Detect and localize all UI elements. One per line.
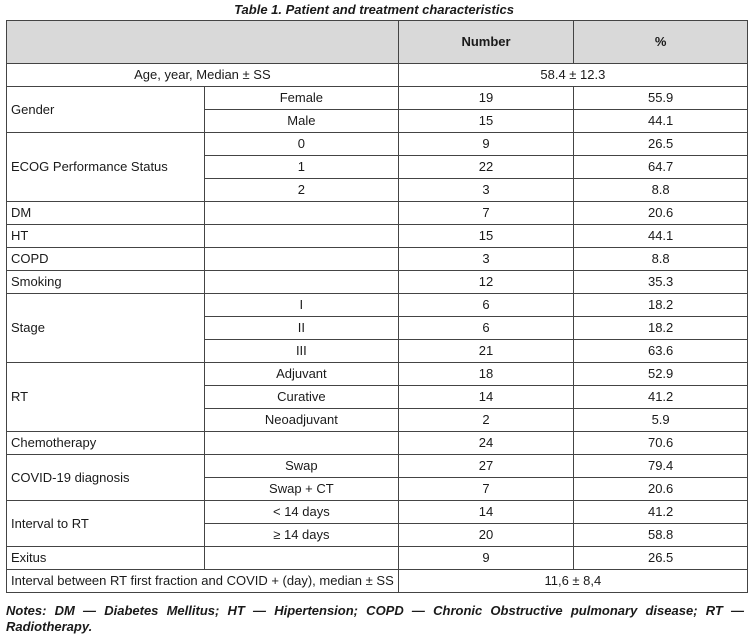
row-sub-label: III (204, 340, 398, 363)
row-sub-label: Swap + CT (204, 478, 398, 501)
row-number: 3 (398, 179, 574, 202)
table-row (7, 547, 748, 570)
table-row (7, 248, 748, 271)
row-number: 22 (398, 156, 574, 179)
row-percent: 8.8 (574, 248, 748, 271)
row-percent: 58.8 (574, 524, 748, 547)
empty-cell (204, 225, 398, 248)
table-row (7, 133, 748, 156)
row-number: 9 (398, 133, 574, 156)
row-number: 15 (398, 225, 574, 248)
interval-covid-label: Interval between RT first fraction and COVID + (day), median ± SS (7, 570, 399, 593)
row-percent: 35.3 (574, 271, 748, 294)
row-percent: 8.8 (574, 179, 748, 202)
row-percent: 26.5 (574, 547, 748, 570)
ht-label: HT (7, 225, 205, 248)
row-sub-label: 0 (204, 133, 398, 156)
table-row (7, 432, 748, 455)
table-row (7, 570, 748, 593)
ecog-label: ECOG Performance Status (7, 133, 205, 202)
stage-label: Stage (7, 294, 205, 363)
row-percent: 70.6 (574, 432, 748, 455)
table-row (7, 271, 748, 294)
row-number: 14 (398, 501, 574, 524)
covid-label: COVID-19 diagnosis (7, 455, 205, 501)
table-row (7, 225, 748, 248)
row-number: 14 (398, 386, 574, 409)
dm-label: DM (7, 202, 205, 225)
row-number: 7 (398, 202, 574, 225)
empty-cell (204, 248, 398, 271)
interval-covid-value: 11,6 ± 8,4 (398, 570, 747, 593)
table-row (7, 87, 748, 110)
row-number: 2 (398, 409, 574, 432)
interval-label: Interval to RT (7, 501, 205, 547)
smoking-label: Smoking (7, 271, 205, 294)
row-sub-label: Curative (204, 386, 398, 409)
row-percent: 64.7 (574, 156, 748, 179)
table-row (7, 202, 748, 225)
empty-cell (204, 271, 398, 294)
characteristics-table (6, 20, 748, 593)
row-percent: 79.4 (574, 455, 748, 478)
exitus-label: Exitus (7, 547, 205, 570)
row-percent: 20.6 (574, 202, 748, 225)
row-number: 21 (398, 340, 574, 363)
table-row (7, 363, 748, 386)
row-sub-label: Male (204, 110, 398, 133)
row-percent: 55.9 (574, 87, 748, 110)
table-row (7, 455, 748, 478)
table-notes: Notes: DM — Diabetes Mellitus; HT — Hipertension; COPD — Chronic Obstructive pulmonary disease; RT — Radiotherapy. (6, 603, 744, 634)
row-percent: 41.2 (574, 386, 748, 409)
rt-label: RT (7, 363, 205, 432)
table-title: Table 1. Patient and treatment characteristics (234, 2, 514, 17)
empty-cell (204, 432, 398, 455)
row-percent: 44.1 (574, 225, 748, 248)
table-row (7, 64, 748, 87)
row-sub-label: < 14 days (204, 501, 398, 524)
table-header-row (7, 21, 748, 64)
row-percent: 26.5 (574, 133, 748, 156)
row-sub-label: ≥ 14 days (204, 524, 398, 547)
table-row (7, 294, 748, 317)
row-sub-label: Neoadjuvant (204, 409, 398, 432)
row-number: 6 (398, 294, 574, 317)
empty-cell (204, 202, 398, 225)
chemotherapy-label: Chemotherapy (7, 432, 205, 455)
row-percent: 5.9 (574, 409, 748, 432)
row-number: 9 (398, 547, 574, 570)
row-percent: 18.2 (574, 294, 748, 317)
row-number: 27 (398, 455, 574, 478)
row-number: 15 (398, 110, 574, 133)
row-number: 20 (398, 524, 574, 547)
row-percent: 44.1 (574, 110, 748, 133)
copd-label: COPD (7, 248, 205, 271)
row-number: 18 (398, 363, 574, 386)
header-number: Number (398, 21, 574, 64)
row-percent: 63.6 (574, 340, 748, 363)
row-percent: 41.2 (574, 501, 748, 524)
age-value: 58.4 ± 12.3 (398, 64, 747, 87)
row-number: 6 (398, 317, 574, 340)
row-number: 19 (398, 87, 574, 110)
header-percent: % (574, 21, 748, 64)
header-blank-cell (7, 21, 399, 64)
gender-label: Gender (7, 87, 205, 133)
empty-cell (204, 547, 398, 570)
row-sub-label: Adjuvant (204, 363, 398, 386)
row-sub-label: 1 (204, 156, 398, 179)
row-percent: 18.2 (574, 317, 748, 340)
row-sub-label: Swap (204, 455, 398, 478)
age-label: Age, year, Median ± SS (7, 64, 399, 87)
row-sub-label: Female (204, 87, 398, 110)
row-sub-label: 2 (204, 179, 398, 202)
row-number: 24 (398, 432, 574, 455)
row-number: 12 (398, 271, 574, 294)
row-percent: 52.9 (574, 363, 748, 386)
row-number: 7 (398, 478, 574, 501)
row-sub-label: II (204, 317, 398, 340)
row-percent: 20.6 (574, 478, 748, 501)
table-row (7, 501, 748, 524)
row-number: 3 (398, 248, 574, 271)
row-sub-label: I (204, 294, 398, 317)
